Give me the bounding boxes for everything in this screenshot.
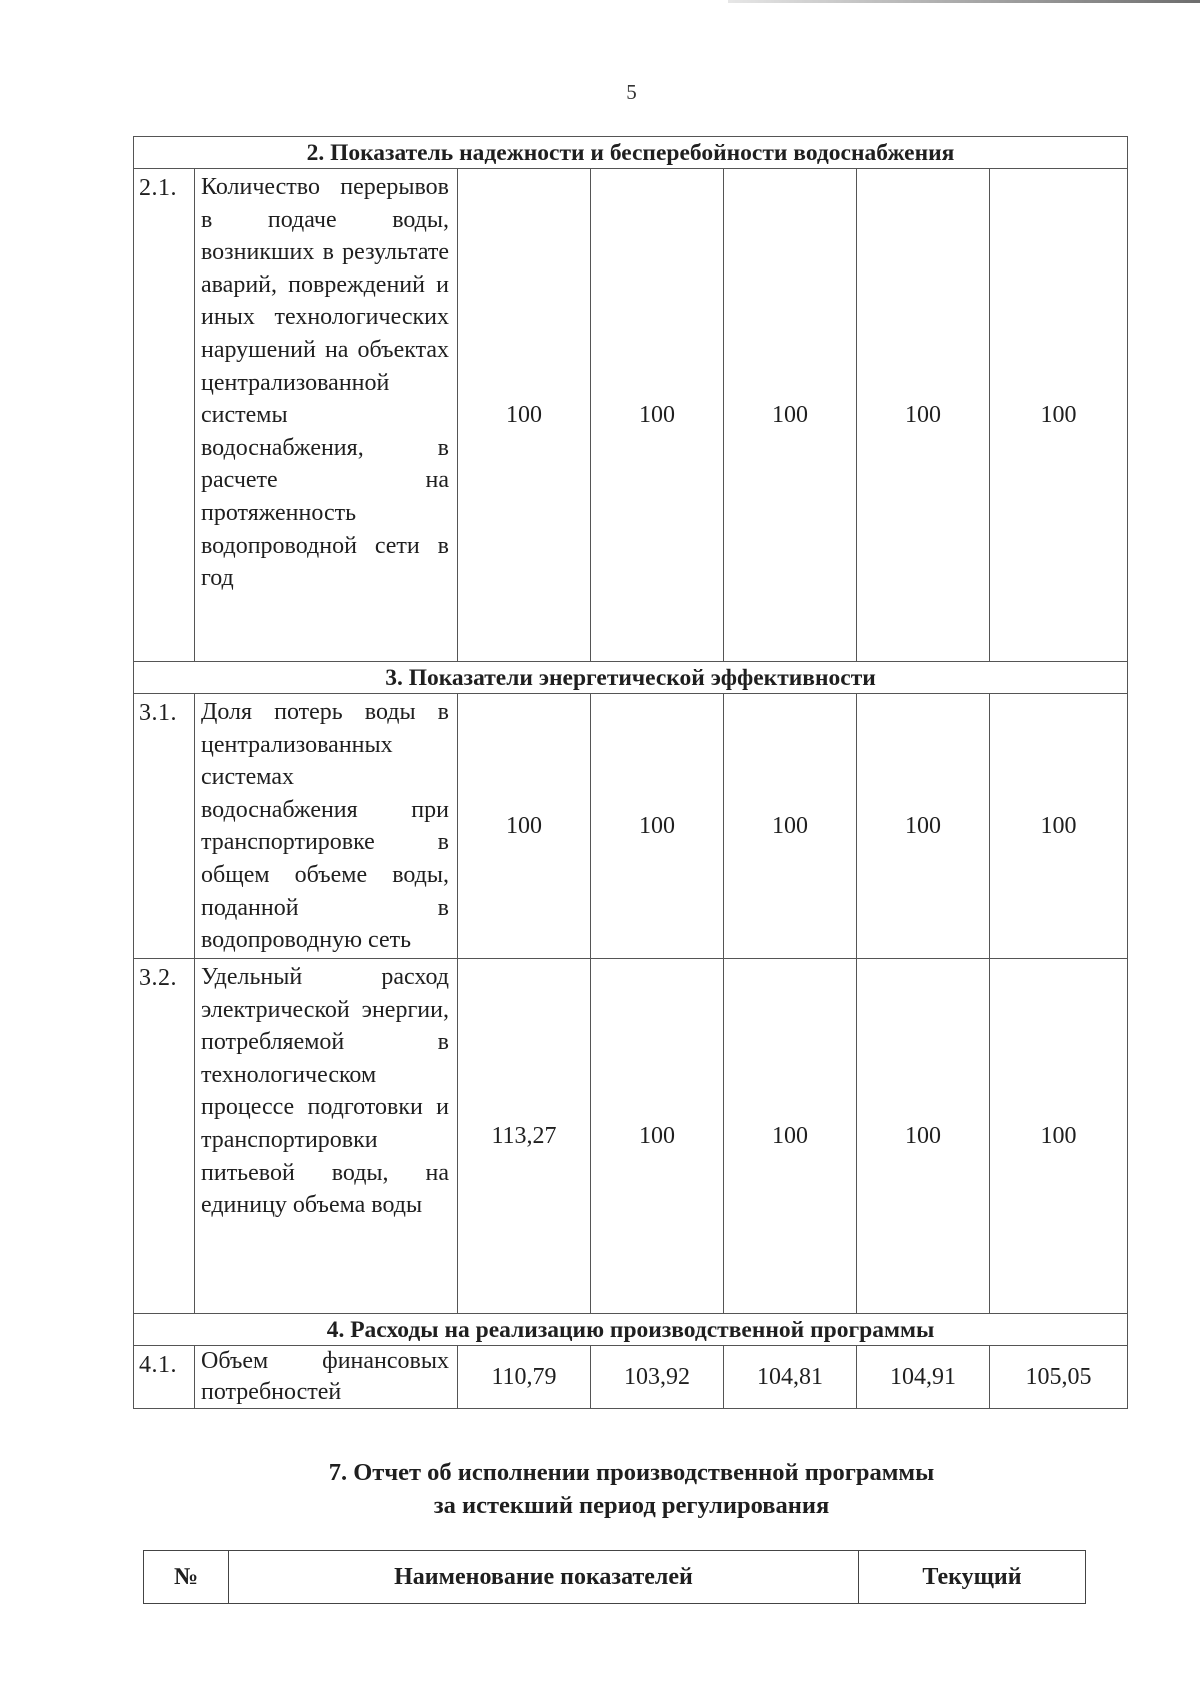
section-header-row <box>134 1314 1128 1346</box>
section-header-row <box>134 137 1128 169</box>
value-cell: 100 <box>458 169 591 662</box>
report-header-row <box>144 1551 1086 1604</box>
value-cell: 105,05 <box>990 1346 1128 1409</box>
section-title-4: 4. Расходы на реализацию производственной программы <box>134 1314 1128 1346</box>
value-cell: 104,81 <box>724 1346 857 1409</box>
top-edge-rule <box>728 0 1200 3</box>
table-row <box>134 959 1128 1314</box>
indicator-name: Объем финансовых потребностей <box>195 1346 458 1409</box>
indicators-table <box>133 136 1128 1409</box>
table-row <box>134 694 1128 959</box>
column-header-indicator-name: Наименование показателей <box>229 1551 859 1604</box>
section-header-row <box>134 662 1128 694</box>
value-cell: 113,27 <box>458 959 591 1314</box>
row-number: 4.1. <box>134 1346 195 1409</box>
value-cell: 100 <box>990 694 1128 959</box>
row-number: 2.1. <box>134 169 195 662</box>
row-number: 3.1. <box>134 694 195 959</box>
value-cell: 100 <box>458 694 591 959</box>
report-heading-line-1: 7. Отчет об исполнении производственной программы <box>328 1459 935 1486</box>
report-heading-line-2: за истекший период регулирования <box>433 1492 830 1519</box>
indicator-name: Удельный расход электрической энергии, потребляемой в технологическом процессе подготовки и транспортировки питьевой воды, на единицу объема воды <box>195 959 458 1314</box>
value-cell: 103,92 <box>591 1346 724 1409</box>
value-cell: 100 <box>724 959 857 1314</box>
value-cell: 100 <box>857 694 990 959</box>
row-number: 3.2. <box>134 959 195 1314</box>
value-cell: 100 <box>990 959 1128 1314</box>
value-cell: 104,91 <box>857 1346 990 1409</box>
value-cell: 100 <box>591 169 724 662</box>
value-cell: 100 <box>591 959 724 1314</box>
section-title-3: 3. Показатели энергетической эффективности <box>134 662 1128 694</box>
indicator-name: Количество перерывов в подаче воды, возникших в результате аварий, повреждений и иных технологических нарушений на объектах централизованной системы водоснабжения, в расчете на протяженность водопроводной сети в год <box>195 169 458 662</box>
value-cell: 110,79 <box>458 1346 591 1409</box>
column-header-current: Текущий <box>859 1551 1086 1604</box>
report-heading <box>0 1456 1200 1522</box>
column-header-number: № <box>144 1551 229 1604</box>
indicator-name: Доля потерь воды в централизованных системах водоснабжения при транспортировке в общем объеме воды, поданной в водопроводную сеть <box>195 694 458 959</box>
table-row <box>134 169 1128 662</box>
report-table <box>143 1550 1086 1604</box>
value-cell: 100 <box>724 694 857 959</box>
value-cell: 100 <box>857 959 990 1314</box>
table-row <box>134 1346 1128 1409</box>
section-title-2: 2. Показатель надежности и бесперебойности водоснабжения <box>134 137 1128 169</box>
value-cell: 100 <box>857 169 990 662</box>
value-cell: 100 <box>724 169 857 662</box>
value-cell: 100 <box>591 694 724 959</box>
page-number: 5 <box>626 80 637 104</box>
value-cell: 100 <box>990 169 1128 662</box>
